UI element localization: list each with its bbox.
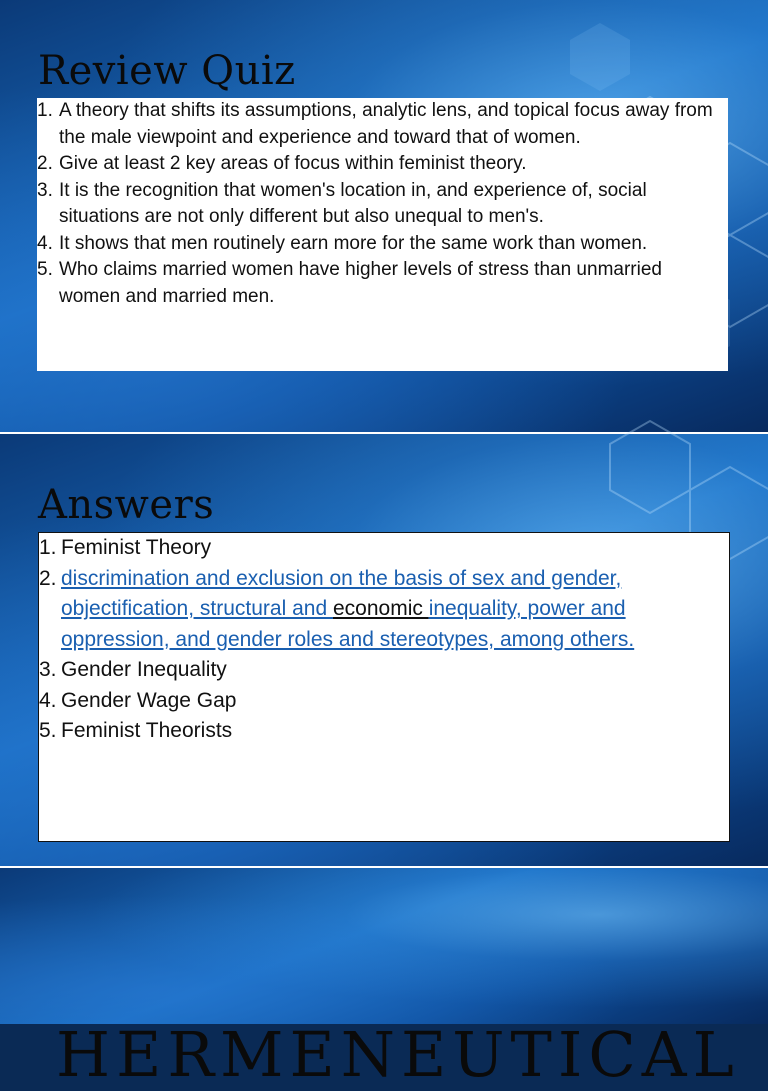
list-item bbox=[39, 716, 729, 747]
answer-link[interactable]: inequality, power and oppression, and gender roles and stereotypes, among others. bbox=[61, 597, 635, 651]
question-box bbox=[37, 98, 728, 371]
question-text: It is the recognition that women's location in, and experience of, social situations are not only different but also unequal to men's. bbox=[59, 179, 647, 227]
question-text: Give at least 2 key areas of focus within feminist theory. bbox=[59, 153, 527, 174]
answer-text: Gender Wage Gap bbox=[61, 688, 237, 712]
answer-text: Gender Inequality bbox=[61, 658, 227, 681]
list-number: 2. bbox=[39, 566, 57, 590]
list-item bbox=[37, 231, 728, 258]
list-item bbox=[37, 257, 728, 310]
slide-title: Answers bbox=[38, 482, 215, 528]
list-item bbox=[39, 533, 729, 564]
slide-title: HERMENEUTICAL bbox=[56, 1018, 740, 1091]
list-number: 4. bbox=[39, 688, 57, 712]
slide-answers bbox=[0, 434, 768, 866]
list-number: 5. bbox=[39, 719, 57, 742]
answer-box bbox=[38, 532, 730, 842]
question-text: It shows that men routinely earn more for the same work than women. bbox=[59, 232, 648, 254]
list-number: 3. bbox=[39, 658, 57, 681]
answer-list bbox=[39, 533, 729, 747]
list-item bbox=[37, 151, 728, 178]
question-text: A theory that shifts its assumptions, analytic lens, and topical focus away from the male viewpoint and experience and toward that of women. bbox=[59, 100, 713, 148]
answer-text: Feminist Theorists bbox=[61, 719, 233, 742]
question-text: Who claims married women have higher levels of stress than unmarried women and married men. bbox=[59, 259, 662, 307]
slide-review-quiz bbox=[0, 0, 768, 432]
list-number: 3. bbox=[37, 179, 53, 201]
answer-link[interactable]: discrimination and exclusion on the basis of sex and gender, objectification, structural and bbox=[61, 566, 622, 620]
list-number: 5. bbox=[37, 259, 53, 280]
list-number: 2. bbox=[37, 153, 53, 174]
list-item bbox=[39, 564, 729, 656]
list-number: 1. bbox=[37, 100, 53, 121]
slide-title: Review Quiz bbox=[38, 48, 296, 94]
list-number: 4. bbox=[37, 232, 53, 254]
list-item bbox=[39, 655, 729, 686]
list-item bbox=[39, 686, 729, 717]
list-item bbox=[37, 178, 728, 231]
list-number: 1. bbox=[39, 536, 57, 559]
answer-text: Feminist Theory bbox=[61, 536, 212, 559]
answer-text: economic bbox=[332, 597, 429, 620]
question-list bbox=[37, 98, 728, 310]
list-item bbox=[37, 98, 728, 151]
slide-hermeneutical bbox=[0, 868, 768, 1091]
